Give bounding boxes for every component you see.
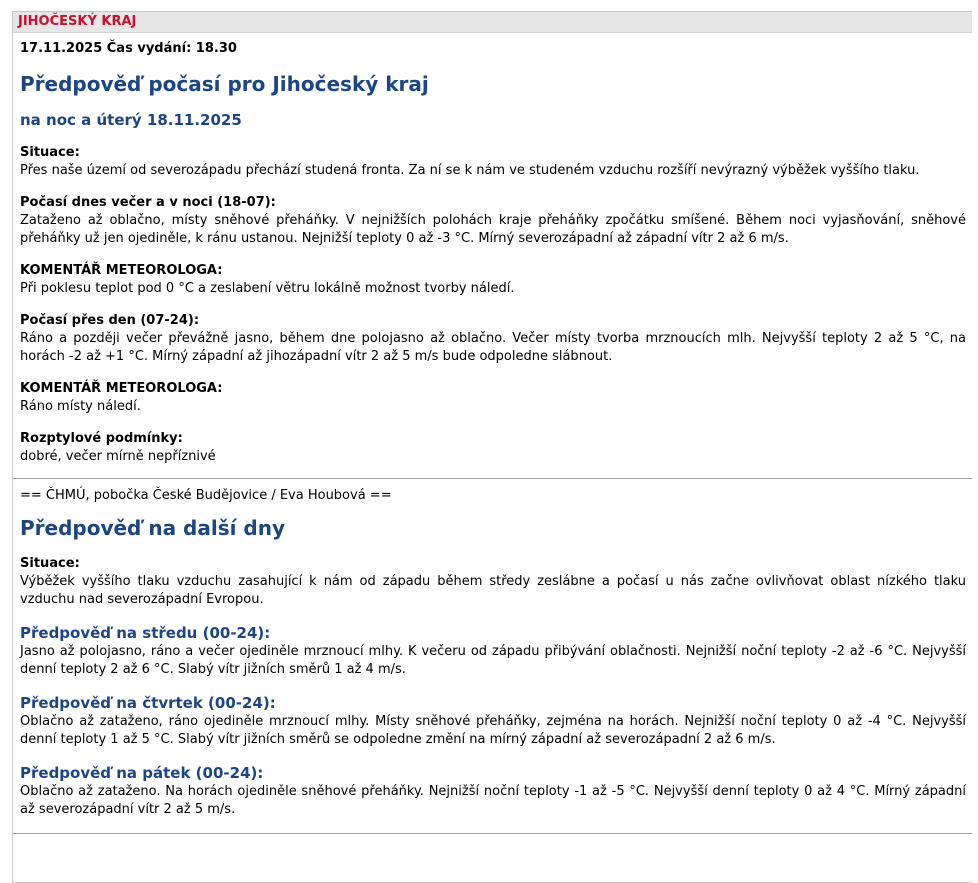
forecast-day-text: Oblačno až zataženo. Na horách ojediněle sněhové přeháňky. Nejnižší noční teploty -1 až -5 °C. Nejvyšší denní teploty 0 až 4 °C. Mírný západní až severozápadní vítr 2 až 5 m/s. [20,784,966,817]
section-text: Ráno a později večer převážně jasno, během dne polojasno až oblačno. Večer místy tvorba mrznoucích mlh. Nejvyšší teploty 2 až 5 °C, na horách -2 až +1 °C. Mírný západní až jihozápadní vítr 2 až 5 m/s bude odpoledne slábnout. [20,331,966,364]
section-label: Rozptylové podmínky: [20,431,183,446]
region-name: JIHOČESKÝ KRAJ [18,14,137,29]
forecast-day-label: Předpověď na středu (00-24): [20,624,271,642]
forecast-panel [12,11,972,883]
meteorologist-comment-section [20,262,966,298]
author-signature: == ČHMÚ, pobočka České Budějovice / Eva Houbová == [20,488,392,503]
meteorologist-comment-section [20,380,966,416]
next-days-title: Předpověď na další dny [20,516,286,540]
forecast-friday [20,763,966,819]
section-label: Situace: [20,145,80,160]
next-situation-section [20,555,966,609]
divider [13,478,972,479]
forecast-content [13,40,972,834]
section-label: KOMENTÁŘ METEOROLOGA: [20,263,223,278]
forecast-day-text: Jasno až polojasno, ráno a večer ojediněle mrznoucí mlhy. K večeru od západu přibývání oblačnosti. Nejnižší noční teploty -2 až -6 °C. Nejvyšší denní teploty 2 až 6 °C. Slabý vítr jižních směrů 1 až 4 m/s. [20,644,966,677]
forecast-day-label: Předpověď na čtvrtek (00-24): [20,694,276,712]
evening-night-section [20,194,966,248]
divider [13,833,972,834]
region-header [13,12,972,33]
page-title: Předpověď počasí pro Jihočeský kraj [20,72,429,96]
dispersion-section [20,430,966,466]
forecast-day-label: Předpověď na pátek (00-24): [20,764,264,782]
section-text: Při poklesu teplot pod 0 °C a zeslabení větru lokálně možnost tvorby náledí. [20,281,515,296]
section-text: Výběžek vyššího tlaku vzduchu zasahující k nám od západu během středy zeslábne a počasí u nás začne ovlivňovat oblast nízkého tlaku vzduchu nad severozápadní Evropou. [20,574,966,607]
forecast-day-text: Oblačno až zataženo, ráno ojediněle mrznoucí mlhy. Místy sněhové přeháňky, zejména na horách. Nejnižší noční teploty 0 až -4 °C. Nejvyšší denní teploty 1 až 5 °C. Slabý vítr jižních směrů se odpoledne změní na mírný západní až severozápadní 2 až 6 m/s. [20,714,966,747]
section-label: KOMENTÁŘ METEOROLOGA: [20,381,223,396]
section-text: dobré, večer mírně nepříznivé [20,449,216,464]
issue-date: 17.11.2025 Čas vydání: 18.30 [20,41,237,56]
situation-section [20,144,966,180]
forecast-wednesday [20,623,966,679]
forecast-period: na noc a úterý 18.11.2025 [20,111,242,129]
section-label: Počasí dnes večer a v noci (18-07): [20,195,276,210]
section-label: Počasí přes den (07-24): [20,313,200,328]
forecast-thursday [20,693,966,749]
section-text: Ráno místy náledí. [20,399,141,414]
section-text: Zataženo až oblačno, místy sněhové přeháňky. V nejnižších polohách kraje přeháňky zpočátku smíšené. Během noci vyjasňování, sněhové přeháňky už jen ojediněle, k ránu ustanou. Nejnižší teploty 0 až -3 °C. Mírný severozápadní až západní vítr 2 až 6 m/s. [20,213,966,246]
section-label: Situace: [20,556,80,571]
section-text: Přes naše území od severozápadu přechází studená fronta. Za ní se k nám ve studeném vzduchu rozšíří nevýrazný výběžek vyššího tlaku. [20,163,920,178]
daytime-section [20,312,966,366]
